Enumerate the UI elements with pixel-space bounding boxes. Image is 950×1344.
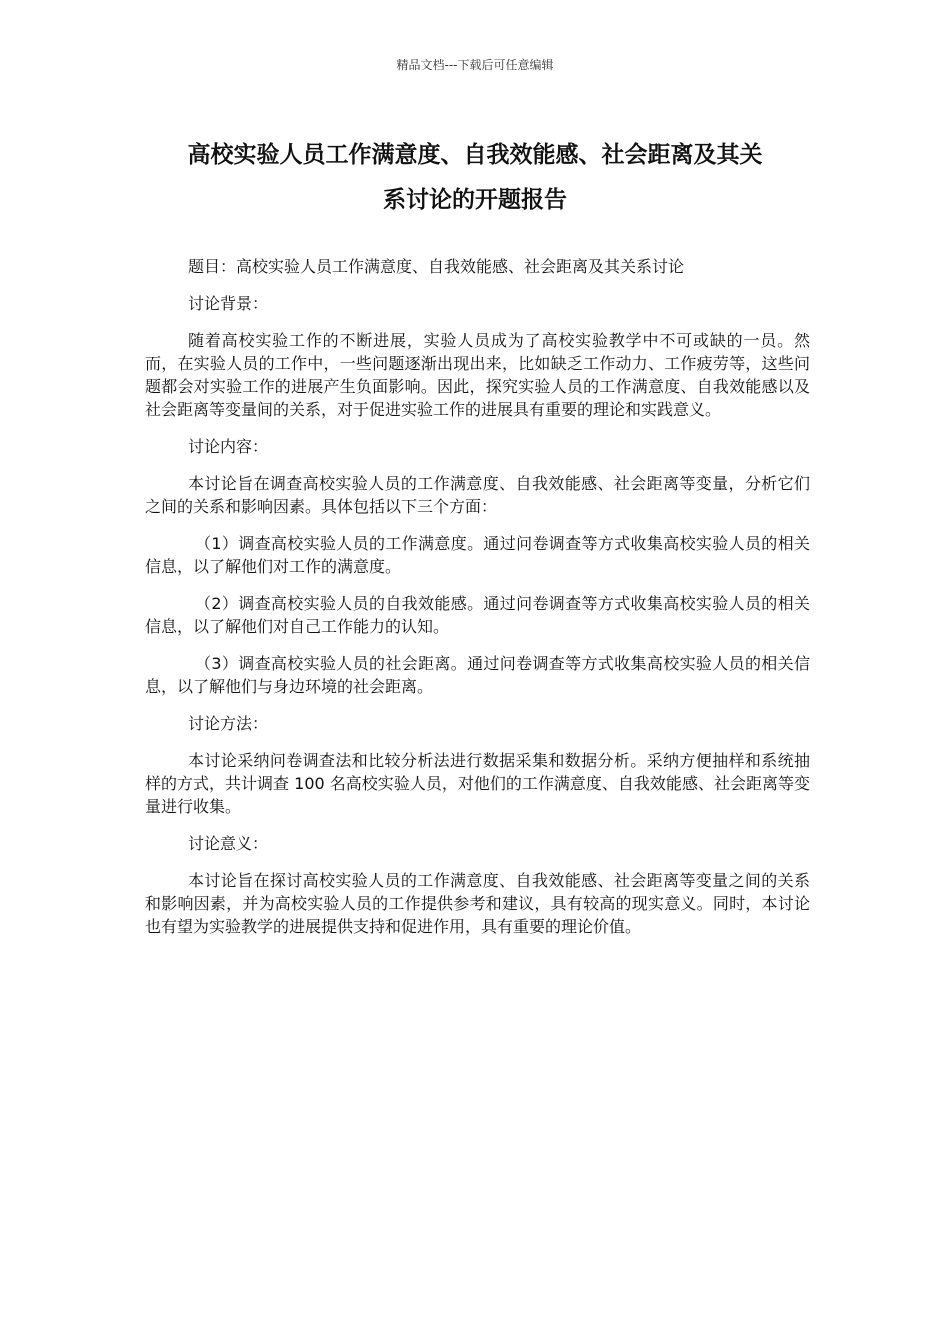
content-item-3: （3）调查高校实验人员的社会距离。通过问卷调查等方式收集高校实验人员的相关信息，以了解他们与身边环境的社会距离。 <box>145 654 810 696</box>
significance-paragraph: 本讨论旨在探讨高校实验人员的工作满意度、自我效能感、社会距离等变量之间的关系和影响因素，并为高校实验人员的工作提供参考和建议，具有较高的现实意义。同时，本讨论也有望为实验教学的进展提供支持和促进作用，具有重要的理论价值。 <box>145 871 810 936</box>
significance-heading: 讨论意义： <box>188 834 269 853</box>
title-line-1: 高校实验人员工作满意度、自我效能感、社会距离及其关 <box>187 142 763 168</box>
method-heading: 讨论方法： <box>188 714 269 733</box>
method-paragraph: 本讨论采纳问卷调查法和比较分析法进行数据采集和数据分析。采纳方便抽样和系统抽样的方式，共计调查 100 名高校实验人员，对他们的工作满意度、自我效能感、社会距离等变量进行收集。 <box>145 751 810 816</box>
background-heading: 讨论背景： <box>188 294 269 313</box>
background-paragraph: 随着高校实验工作的不断进展，实验人员成为了高校实验教学中不可或缺的一员。然而，在实验人员的工作中，一些问题逐渐出现出来，比如缺乏工作动力、工作疲劳等，这些问题都会对实验工作的进展产生负面影响。因此，探究实验人员的工作满意度、自我效能感以及社会距离等变量间的关系，对于促进实验工作的进展具有重要的理论和实践意义。 <box>145 331 810 419</box>
topic-line: 题目：高校实验人员工作满意度、自我效能感、社会距离及其关系讨论 <box>188 257 685 276</box>
content-item-1: （1）调查高校实验人员的工作满意度。通过问卷调查等方式收集高校实验人员的相关信息，以了解他们对工作的满意度。 <box>145 534 810 576</box>
content-heading: 讨论内容： <box>188 437 269 456</box>
title-line-2: 系讨论的开题报告 <box>383 187 567 213</box>
document-body <box>145 255 810 952</box>
document-title <box>150 133 800 223</box>
page-header: 精品文档---下载后可任意编辑 <box>396 58 554 72</box>
content-paragraph: 本讨论旨在调查高校实验人员的工作满意度、自我效能感、社会距离等变量，分析它们之间的关系和影响因素。具体包括以下三个方面： <box>145 474 810 516</box>
content-item-2: （2）调查高校实验人员的自我效能感。通过问卷调查等方式收集高校实验人员的相关信息，以了解他们对自己工作能力的认知。 <box>145 594 810 636</box>
